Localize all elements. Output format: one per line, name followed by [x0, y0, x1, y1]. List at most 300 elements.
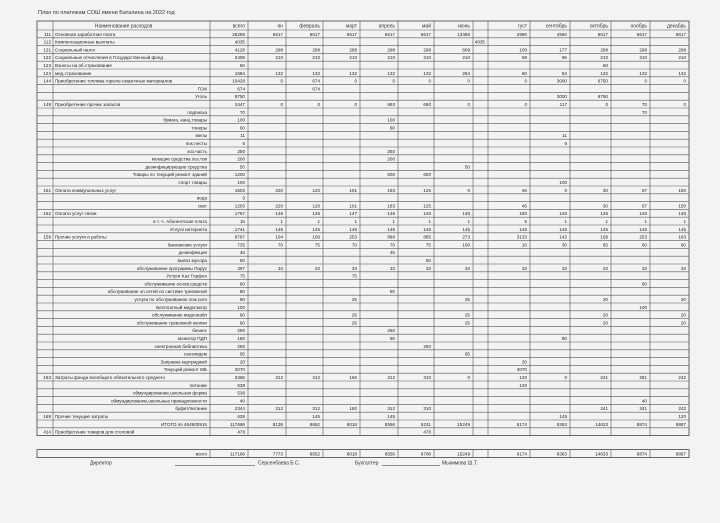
- row-total: 60: [239, 281, 245, 287]
- row-month-value: 298: [423, 47, 431, 53]
- row-month-value: 60: [680, 242, 686, 248]
- row-name: свет: [197, 203, 207, 209]
- row-month-value: 146: [678, 211, 686, 217]
- row-name: ГСМ: [197, 86, 207, 92]
- row-month-value: 3000: [556, 78, 567, 84]
- row-month-value: 310: [423, 375, 431, 380]
- row-month-value: 10: [521, 242, 527, 248]
- row-name: Прочие услуги и работы: [55, 234, 107, 240]
- row-month-value: 100: [559, 180, 567, 185]
- row-month-value: 210: [387, 55, 395, 61]
- row-name: Услуги Kaz Горфон: [166, 273, 207, 279]
- row-month-value: 0: [605, 102, 608, 107]
- total-month-value: 7773: [272, 451, 283, 457]
- row-month-value: 3133: [516, 234, 527, 240]
- row-name: санэпидем: [183, 351, 207, 357]
- row-month-value: 310: [423, 406, 431, 412]
- row-month-value: 600: [387, 172, 395, 178]
- row-month-value: 145: [387, 414, 395, 419]
- row-month-value: 1: [644, 219, 647, 224]
- row-month-value: 15249: [457, 421, 470, 427]
- row-total: 100: [237, 180, 245, 185]
- row-name: Приобретение товаров для столовой: [55, 429, 135, 435]
- row-name: подписка: [187, 109, 207, 115]
- row-name: Текущий ремонт МБ: [163, 367, 207, 373]
- row-month-value: 9231: [420, 421, 431, 427]
- row-month-value: 33: [680, 265, 686, 271]
- row-month-value: 250: [387, 328, 395, 334]
- row-month-value: 8363: [556, 421, 567, 427]
- row-name: банковские услуги: [167, 242, 207, 248]
- row-month-value: 273: [462, 234, 470, 240]
- row-month-value: 145: [312, 414, 320, 419]
- row-month-value: 60: [641, 281, 647, 287]
- row-month-value: 210: [275, 55, 283, 61]
- row-total: 536: [237, 390, 245, 396]
- row-month-value: 312: [387, 406, 395, 412]
- row-month-value: [683, 79, 686, 84]
- row-month-value: 70: [277, 242, 283, 248]
- header-month: март: [345, 23, 357, 30]
- row-total: 60: [239, 125, 245, 131]
- row-month-value: [681, 266, 687, 271]
- row-month-value: 30: [602, 187, 608, 193]
- row-month-value: 132: [600, 70, 608, 76]
- row-month-value: 11: [562, 133, 567, 139]
- row-month-value: 145: [559, 226, 567, 232]
- director-label: Директор: [90, 460, 112, 467]
- header-month: ноябрь: [630, 23, 647, 30]
- row-month-value: 125: [423, 187, 431, 193]
- row-month-value: 0: [467, 187, 470, 193]
- row-month-value: 46: [521, 203, 527, 209]
- row-month-value: 6750: [597, 94, 608, 100]
- row-month-value: 145: [678, 226, 686, 232]
- row-code: 122: [43, 55, 51, 61]
- row-month-value: 3000: [556, 94, 567, 100]
- row-month-value: 60: [389, 125, 395, 131]
- row-month-value: [678, 211, 686, 216]
- row-month-value: 33: [641, 265, 647, 271]
- row-month-value: 183: [387, 187, 395, 193]
- row-month-value: 674: [312, 78, 320, 84]
- row-month-value: 993: [387, 102, 395, 107]
- row-total: 50: [239, 63, 245, 68]
- row-month-value: 312: [312, 375, 320, 380]
- row-month-value: 6617: [272, 31, 283, 37]
- row-name: Основная заработная плата: [55, 31, 116, 37]
- row-name: обслуживание эл.сетей по системе тревожной: [107, 289, 207, 295]
- row-month-value: 298: [387, 47, 395, 53]
- row-month-value: 250: [387, 148, 395, 154]
- row-name: обслуживание видеонабл: [152, 312, 207, 318]
- row-month-value: 210: [423, 55, 431, 61]
- row-month-value: 600: [423, 172, 431, 178]
- row-month-value: 120: [519, 375, 527, 380]
- row-month-value: 120: [312, 187, 320, 193]
- row-month-value: 146: [275, 211, 283, 217]
- row-month-value: 242: [678, 406, 686, 412]
- row-month-value: 6617: [309, 31, 320, 37]
- row-total: 117666: [230, 421, 245, 427]
- row-month-value: 210: [349, 55, 357, 61]
- row-month-value: 1: [683, 219, 686, 224]
- row-name: услуги по обслуживанию пож.сигн: [134, 297, 207, 302]
- header-month: июнь: [458, 23, 470, 30]
- row-total: 100: [237, 304, 245, 310]
- row-total: 90: [239, 312, 245, 318]
- row-total: 6: [242, 141, 245, 146]
- row-month-value: 4035: [474, 39, 485, 45]
- row-month-value: 253: [349, 234, 357, 240]
- row-month-value: 210: [678, 55, 686, 61]
- row-month-value: 253: [639, 234, 647, 240]
- row-month-value: 298: [678, 47, 686, 53]
- row-month-value: 150: [678, 203, 686, 209]
- row-month-value: 177: [559, 47, 567, 53]
- row-month-value: 160: [349, 375, 357, 380]
- row-month-value: 6174: [516, 421, 527, 427]
- row-month-value: 33: [561, 265, 567, 271]
- row-total: 250: [237, 328, 245, 334]
- row-month-value: 210: [639, 55, 647, 61]
- row-month-value: 145: [312, 226, 320, 232]
- row-month-value: 220: [275, 187, 283, 193]
- row-code: 149: [43, 102, 51, 107]
- row-month-value: 146: [423, 211, 431, 217]
- row-month-value: 145: [519, 226, 527, 232]
- row-month-value: 25: [351, 297, 357, 302]
- row-month-value: 298: [275, 47, 283, 53]
- row-total: 1741: [234, 226, 245, 232]
- row-month-value: 33: [464, 265, 470, 271]
- row-code: 111: [44, 31, 51, 37]
- row-month-value: 84: [561, 70, 567, 76]
- row-month-value: 101: [349, 203, 357, 209]
- row-name: моющие средства хоз.тов: [151, 156, 207, 162]
- row-month-value: 160: [349, 406, 357, 412]
- total-month-value: 14633: [595, 451, 608, 457]
- row-month-value: 142: [559, 234, 567, 240]
- row-month-value: 885: [423, 234, 431, 240]
- row-month-value: 6617: [675, 31, 686, 37]
- row-code: 163: [43, 375, 51, 380]
- row-month-value: [683, 102, 686, 107]
- row-month-value: 8139: [272, 421, 283, 427]
- header-month: декабрь: [666, 23, 686, 30]
- row-month-value: 1: [392, 219, 395, 224]
- row-month-value: 150: [678, 187, 686, 193]
- row-total: 70: [239, 109, 245, 115]
- row-name: обмундирование,школьная форма: [132, 390, 207, 396]
- row-month-value: 132: [275, 70, 283, 76]
- row-name: Уголь: [195, 94, 207, 100]
- row-month-value: 241: [600, 406, 608, 412]
- row-month-value: 132: [678, 70, 686, 76]
- row-code: 112: [43, 39, 51, 45]
- row-month-value: 13486: [457, 31, 470, 37]
- row-month-value: 478: [423, 429, 431, 435]
- row-month-value: 101: [349, 187, 357, 193]
- row-code: 121: [43, 47, 51, 53]
- row-name: вывоз мусора: [177, 258, 207, 263]
- row-month-value: 46: [521, 187, 527, 193]
- total-month-value: 6174: [516, 451, 527, 457]
- row-month-value: 20: [680, 297, 686, 302]
- row-month-value: 1: [605, 219, 608, 224]
- row-month-value: 0: [524, 78, 527, 84]
- row-month-value: 8874: [636, 421, 647, 427]
- row-name: дезинфекция: [178, 250, 207, 256]
- row-code: 152: [43, 211, 51, 217]
- director-name: Серсенбаева Б.С.: [258, 460, 300, 467]
- row-month-value: 241: [639, 406, 647, 412]
- row-month-value: 25: [464, 320, 470, 326]
- row-month-value: 132: [349, 70, 357, 76]
- row-month-value: 200: [387, 156, 395, 162]
- row-month-value: 1: [564, 219, 567, 224]
- row-total: 735: [237, 242, 245, 248]
- header-month: сентябрь: [545, 23, 567, 30]
- row-month-value: 150: [519, 211, 527, 217]
- row-month-value: 65: [602, 242, 608, 248]
- row-month-value: 0: [524, 102, 527, 107]
- row-month-value: 888: [387, 234, 395, 240]
- row-month-value: 6: [564, 141, 567, 146]
- row-name: мед.страхование: [55, 70, 92, 76]
- row-name: Компенсационные выплаты: [55, 39, 115, 45]
- row-name: Прочие текущие затраты: [55, 414, 109, 419]
- row-month-value: 30: [561, 242, 567, 248]
- row-month-value: 2990: [516, 31, 527, 37]
- row-month-value: 8887: [675, 421, 686, 427]
- row-month-value: 146: [312, 211, 320, 217]
- header-month: май: [421, 23, 431, 30]
- row-month-value: 75: [314, 242, 320, 248]
- row-name: Затраты фонда всеобщего обязательного среднего: [55, 375, 165, 380]
- row-month-value: 146: [639, 211, 647, 217]
- row-total: 2447: [234, 102, 245, 107]
- row-name: Услуги интернета: [169, 226, 207, 232]
- row-name: обмундирование,школьные принадлежности: [110, 398, 207, 404]
- row-month-value: 50: [464, 164, 470, 170]
- row-month-value: 241: [600, 375, 608, 380]
- row-total: 180: [237, 336, 245, 341]
- row-month-value: 145: [639, 226, 647, 232]
- row-month-value: 34: [277, 265, 283, 271]
- row-total: 397: [237, 265, 245, 271]
- row-total: 50: [239, 258, 245, 263]
- row-month-value: [678, 55, 686, 60]
- row-month-value: 65: [464, 351, 470, 357]
- row-month-value: 147: [349, 211, 357, 217]
- row-month-value: 0: [354, 102, 357, 107]
- row-name: Заправка картриджей: [160, 359, 207, 365]
- row-month-value: 125: [423, 203, 431, 209]
- row-month-value: 33: [351, 265, 357, 271]
- row-month-value: 0: [467, 78, 470, 84]
- row-total: 10428: [232, 78, 245, 84]
- row-month-value: 25: [351, 312, 357, 318]
- total-label: всего: [195, 451, 207, 457]
- row-total: 45: [239, 250, 245, 256]
- row-name: Приобретение прочих запасов: [55, 102, 121, 107]
- row-month-value: 0: [354, 78, 357, 84]
- row-name: Социальный налог: [55, 47, 96, 53]
- row-month-value: 132: [312, 70, 320, 76]
- row-total: 9750: [234, 94, 245, 100]
- row-month-value: 90: [561, 336, 567, 341]
- row-month-value: 132: [639, 70, 647, 76]
- row-month-value: 6617: [384, 31, 395, 37]
- row-month-value: 5: [524, 219, 527, 224]
- row-month-value: 25: [464, 297, 470, 302]
- row-month-value: 1: [428, 219, 431, 224]
- row-month-value: 609: [462, 47, 470, 53]
- row-month-value: 70: [351, 242, 357, 248]
- row-month-value: 67: [641, 187, 647, 193]
- row-month-value: 0: [467, 375, 470, 380]
- accountant-name: Мыкимова Ш.Т.: [442, 460, 478, 467]
- row-month-value: 146: [462, 211, 470, 217]
- row-month-value: 90: [389, 336, 395, 341]
- row-month-value: 0: [317, 102, 320, 107]
- row-name: дезинфицирующие средства: [145, 164, 207, 170]
- row-total: 16: [239, 219, 245, 224]
- row-month-value: 8652: [309, 421, 320, 427]
- row-month-value: 40: [641, 398, 647, 404]
- row-name: вода: [196, 195, 207, 201]
- row-month-value: 80: [389, 289, 395, 295]
- row-total: 478: [237, 429, 245, 435]
- accountant-label: Бухгалтер: [355, 460, 379, 467]
- header-month: февраль: [299, 23, 320, 30]
- row-month-value: 100: [387, 117, 395, 123]
- row-name: Взносы на об.страхование: [55, 63, 112, 68]
- row-month-value: 96: [561, 55, 567, 61]
- row-month-value: 70: [641, 109, 647, 115]
- row-month-value: 0: [428, 78, 431, 84]
- row-month-value: 298: [639, 47, 647, 53]
- row-month-value: 0: [392, 78, 395, 84]
- row-total: 8767: [234, 234, 245, 240]
- row-code: 124: [43, 70, 51, 76]
- row-month-value: 104: [275, 234, 283, 240]
- row-name: хоз.часть: [187, 148, 207, 154]
- total-month-value: 8874: [636, 451, 647, 457]
- total-month-value: 8652: [309, 451, 320, 457]
- row-month-value: 100: [519, 47, 527, 53]
- row-month-value: 298: [600, 47, 608, 53]
- row-month-value: [678, 227, 686, 232]
- row-month-value: 312: [312, 406, 320, 412]
- row-month-value: 50: [602, 63, 608, 68]
- row-total: 1203: [234, 203, 245, 209]
- row-total: 3070: [234, 367, 245, 373]
- row-month-value: 250: [423, 343, 431, 349]
- row-name: бумага, канц.товары: [163, 117, 207, 123]
- row-month-value: 3070: [516, 367, 527, 373]
- total-month-value: 8887: [675, 451, 686, 457]
- row-name: Оплата услуг связи: [55, 211, 97, 217]
- row-month-value: 0: [564, 187, 567, 193]
- row-month-value: 6750: [597, 78, 608, 84]
- row-month-value: 50: [425, 258, 431, 263]
- row-month-value: 67: [641, 203, 647, 209]
- total-month-value: 9708: [420, 451, 431, 457]
- row-month-value: 25: [464, 312, 470, 318]
- row-month-value: 650: [423, 102, 431, 107]
- row-month-value: 20: [680, 320, 686, 326]
- row-month-value: 145: [275, 226, 283, 232]
- row-month-value: 120: [678, 414, 686, 419]
- row-month-value: 1: [354, 219, 357, 224]
- row-month-value: 70: [641, 102, 647, 107]
- row-month-value: 0: [467, 102, 470, 107]
- row-name: Оплата коммунальных услуг: [55, 187, 117, 193]
- row-total: 250: [237, 148, 245, 154]
- row-month-value: 100: [639, 304, 647, 310]
- row-month-value: 1: [467, 219, 470, 224]
- row-name: обслуживание тревожной кнопки: [136, 320, 207, 326]
- row-name: Товары по текущий ремонт зданий: [132, 172, 207, 178]
- row-month-value: 20: [521, 359, 527, 365]
- row-month-value: 8556: [384, 421, 395, 427]
- row-month-value: 168: [600, 234, 608, 240]
- row-total: 90: [239, 320, 245, 326]
- row-total: 40: [239, 398, 245, 404]
- row-total: 28296: [232, 31, 245, 37]
- row-month-value: 6617: [420, 31, 431, 37]
- row-total: 75: [239, 273, 245, 279]
- row-total: 2408: [234, 55, 245, 61]
- row-total: 1200: [234, 172, 245, 178]
- row-name: спорт товары: [178, 180, 207, 185]
- total-month-value: 8363: [556, 451, 567, 457]
- row-month-value: 45: [389, 250, 395, 256]
- row-total: 50: [239, 164, 245, 170]
- row-total: 2344: [234, 406, 245, 412]
- row-month-value: 33: [521, 265, 527, 271]
- row-month-value: 6617: [636, 31, 647, 37]
- row-month-value: 146: [349, 226, 357, 232]
- row-month-value: 132: [387, 70, 395, 76]
- row-month-value: 20: [602, 297, 608, 302]
- row-name: ИТОГО по 464900915: [161, 421, 207, 427]
- row-month-value: 220: [275, 203, 283, 209]
- row-name: Бесплатный медосмотр: [156, 304, 207, 310]
- row-month-value: 210: [312, 55, 320, 61]
- row-month-value: 25: [351, 320, 357, 326]
- row-month-value: 1: [317, 219, 320, 224]
- row-total: 200: [237, 156, 245, 162]
- header-month: октябрь: [589, 23, 608, 30]
- row-code: 159: [43, 234, 51, 240]
- row-month-value: 6617: [346, 31, 357, 37]
- row-name: Приобретение топлива горюче-смазочных материалов: [55, 78, 173, 84]
- row-month-value: 183: [678, 234, 686, 240]
- row-month-value: 1: [280, 219, 283, 224]
- row-month-value: 0: [280, 78, 283, 84]
- row-name: бизнес: [192, 328, 207, 334]
- row-month-value: 58: [521, 55, 527, 61]
- row-code: 151: [43, 187, 51, 193]
- row-month-value: 298: [349, 47, 357, 53]
- total-month-value: 15249: [457, 451, 470, 457]
- row-month-value: 14633: [595, 421, 608, 427]
- row-month-value: 132: [423, 70, 431, 76]
- row-month-value: 183: [387, 203, 395, 209]
